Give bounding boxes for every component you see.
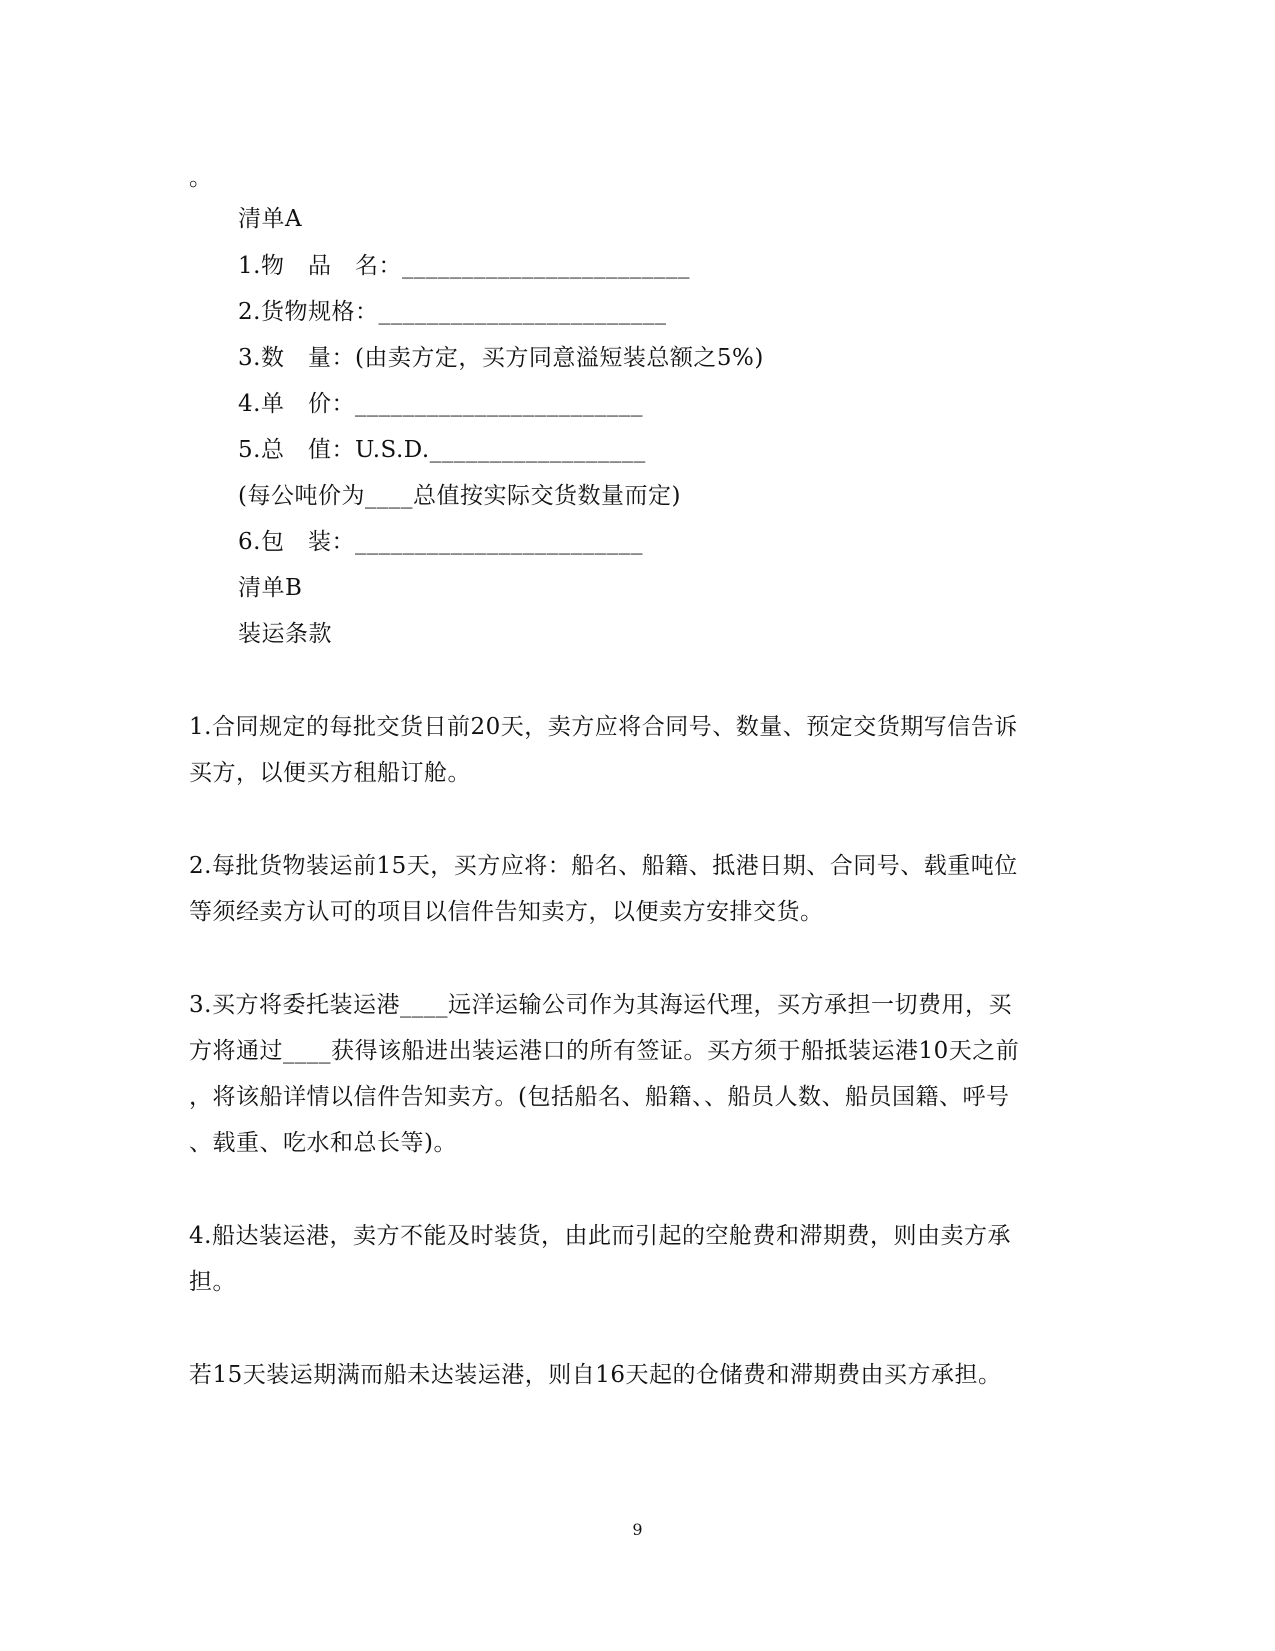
clause-2-line-1: 2.每批货物装运前15天，买方应将：船名、船籍、抵港日期、合同号、载重吨位	[189, 853, 1018, 879]
clause-3-line-3: ，将该船详情以信件告知卖方。(包括船名、船籍、、船员人数、船员国籍、呼号	[189, 1084, 1010, 1110]
item-goods-name: 1.物 品 名：________________________	[238, 253, 690, 279]
clause-3-line-4: 、载重、吃水和总长等)。	[189, 1130, 457, 1156]
clause-1-line-2: 买方，以便买方租船订舱。	[189, 760, 471, 786]
item-quantity: 3.数 量：(由卖方定，买方同意溢短装总额之5%)	[238, 345, 764, 371]
list-b-title: 清单B	[238, 575, 303, 601]
clause-4-line-2: 担。	[189, 1269, 236, 1295]
item-price-note: (每公吨价为____总值按实际交货数量而定)	[238, 483, 681, 509]
item-total-value: 5.总 值：U.S.D.__________________	[238, 437, 646, 463]
item-unit-price: 4.单 价：________________________	[238, 391, 643, 417]
list-a-title: 清单A	[238, 206, 303, 232]
shipment-terms-heading: 装运条款	[238, 621, 332, 647]
clause-5-line-1: 若15天装运期满而船未达装运港，则自16天起的仓储费和滞期费由买方承担。	[189, 1362, 1002, 1388]
item-specification: 2.货物规格：________________________	[238, 299, 667, 325]
continuation-mark: 。	[189, 165, 213, 191]
item-packing: 6.包 装：________________________	[238, 529, 643, 555]
clause-2-line-2: 等须经卖方认可的项目以信件告知卖方，以便卖方安排交货。	[189, 899, 824, 925]
clause-3-line-1: 3.买方将委托装运港____远洋运输公司作为其海运代理，买方承担一切费用，买	[189, 992, 1012, 1018]
page-number: 9	[632, 1520, 643, 1539]
clause-4-line-1: 4.船达装运港，卖方不能及时装货，由此而引起的空舱费和滞期费，则由卖方承	[189, 1223, 1011, 1249]
clause-3-line-2: 方将通过____获得该船进出装运港口的所有签证。买方须于船抵装运港10天之前	[189, 1038, 1020, 1064]
clause-1-line-1: 1.合同规定的每批交货日前20天，卖方应将合同号、数量、预定交货期写信告诉	[189, 714, 1018, 740]
